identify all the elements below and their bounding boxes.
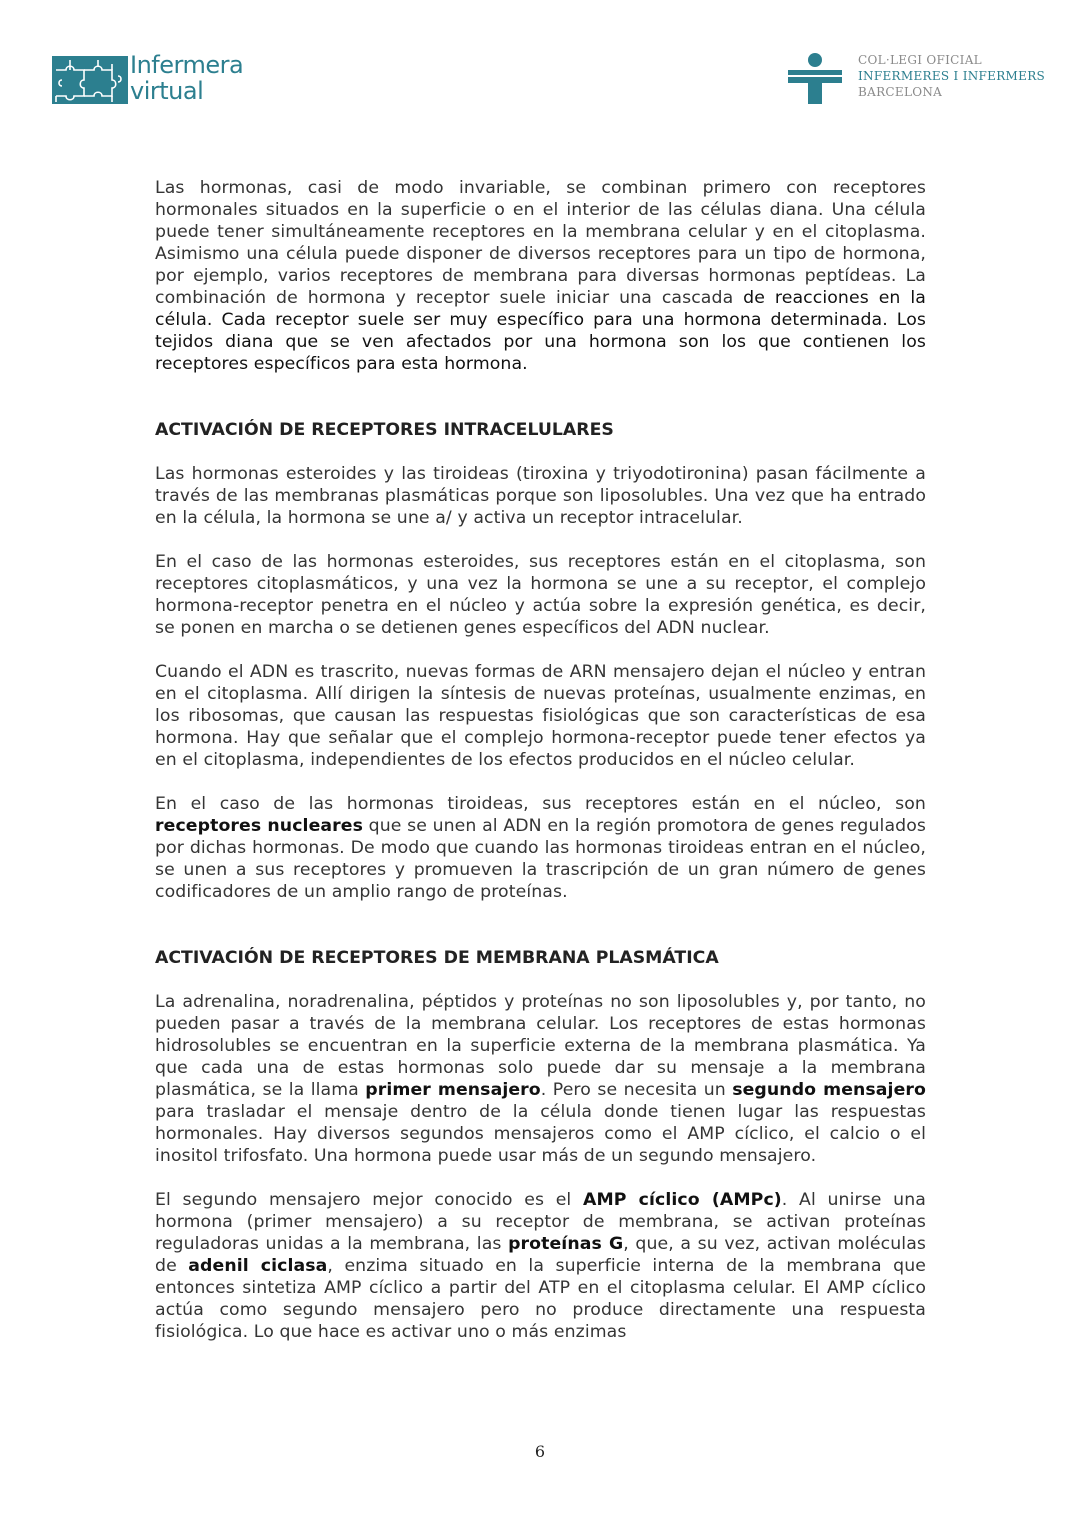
text-run: , enzima situado en la superficie interna de la membrana que entonces sintetiza AMP cíclico a partir del ATP en el citoplasma celular. El AMP cíclico actúa como segundo mensajero pero no produce directamente una respuesta fisiológica. Lo que hace es activar uno o más enzimas — [155, 1256, 926, 1342]
bold-term: proteínas G — [508, 1234, 624, 1254]
coib-line-3: BARCELONA — [858, 85, 943, 99]
bold-term: receptores nucleares — [155, 816, 363, 836]
text-run: En el caso de las hormonas tiroideas, sus receptores están en el núcleo, son — [155, 794, 926, 814]
text-run: El segundo mensajero mejor conocido es el — [155, 1190, 583, 1210]
paragraph: Las hormonas esteroides y las tiroideas (tiroxina y triyodotironina) pasan fácilmente a través de las membranas plasmáticas porque son liposolubles. Una vez que ha entrado en la célula, la hormona se une a/ y activa un receptor intracelular. — [155, 464, 926, 528]
page-number: 6 — [534, 1442, 546, 1461]
intro-paragraph — [155, 177, 926, 375]
logo-line-1: Infermera — [130, 51, 244, 79]
bold-term: AMP cíclico (AMPc) — [582, 1190, 782, 1210]
bold-term: adenil ciclasa — [188, 1256, 328, 1276]
coib-line-1: COL·LEGI OFICIAL — [858, 53, 982, 67]
text-run: que se unen al ADN en la región promotora de genes regulados por dichas hormonas. De modo que cuando las hormonas tiroideas entran en el núcleo, se unen a sus receptores y promueven la trascripción de un gran número de genes codificadores de un amplio rango de proteínas. — [155, 816, 926, 902]
paragraph — [155, 793, 926, 903]
coib-logo — [788, 50, 1048, 106]
puzzle-logo-icon — [52, 56, 128, 104]
text-run: . Pero se necesita un — [540, 1080, 733, 1100]
document-body — [155, 177, 926, 1343]
intro-text-a: Las hormonas, casi de modo invariable, se combinan primero con receptores hormonales situados en la superficie o en el interior de las células diana. Una célula puede tener simultáneamente receptores en la membrana celular y en el citoplasma. Asimismo una célula puede disponer de diversos receptores para un tipo de hormona, por ejemplo, varios receptores de membrana para diversas hormonas peptídeas. La combinación de hormona y receptor suele iniciar una cascada — [155, 178, 926, 308]
logo-wordmark — [130, 52, 243, 104]
section-heading-intracellular: ACTIVACIÓN DE RECEPTORES INTRACELULARES — [155, 420, 614, 440]
section-heading-membrane: ACTIVACIÓN DE RECEPTORES DE MEMBRANA PLASMÁTICA — [155, 948, 719, 968]
infermera-virtual-logo — [52, 52, 242, 108]
paragraph: Cuando el ADN es trascrito, nuevas formas de ARN mensajero dejan el núcleo y entran en el citoplasma. Allí dirigen la síntesis de nuevas proteínas, usualmente enzimas, en los ribosomas, que causan las respuestas fisiológicas que son características de esa hormona. Hay que señalar que el complejo hormona-receptor puede tener efectos ya en el citoplasma, independientes de los efectos producidos en el núcleo celular. — [155, 662, 926, 770]
text-run: para trasladar el mensaje dentro de la célula donde tienen lugar las respuestas hormonales. Hay diversos segundos mensajeros como el AMP cíclico, el calcio o el inositol trifosfato. Una hormona puede usar más de un segundo mensajero. — [155, 1102, 926, 1166]
text-run: La adrenalina, noradrenalina, péptidos y proteínas no son liposolubles y, por tanto, no pueden pasar a través de la membrana celular. Los receptores de estas hormonas hidrosolubles se encuentran en la superficie externa de la membrana plasmática. Ya que cada una de estas hormonas solo puede dar su mensaje a la membrana plasmática, se la llama — [155, 992, 926, 1100]
logo-line-2: virtual — [130, 77, 204, 105]
paragraph — [155, 1189, 926, 1343]
bold-term: segundo mensajero — [732, 1080, 926, 1100]
coib-line-2: INFERMERES I INFERMERS — [858, 69, 1046, 83]
text-run: . Al unirse una hormona (primer mensajero) a su receptor de membrana, se activan proteínas reguladoras unidas a la membrana, las — [155, 1190, 926, 1254]
bold-term: primer mensajero — [365, 1080, 541, 1100]
text-run: , que, a su vez, activan moléculas de — [155, 1234, 926, 1276]
cross-icon — [788, 52, 842, 104]
coib-wordmark — [858, 52, 1045, 100]
paragraph — [155, 991, 926, 1167]
intro-text-b: de reacciones en la célula. Cada receptor suele ser muy específico para una hormona determinada. Los tejidos diana que se ven afectados por una hormona son los que contienen los receptores específicos para esta hormona. — [155, 288, 926, 374]
paragraph: En el caso de las hormonas esteroides, sus receptores están en el citoplasma, son receptores citoplasmáticos, y una vez la hormona se une a su receptor, el complejo hormona-receptor penetra en el núcleo y actúa sobre la expresión genética, es decir, se ponen en marcha o se detienen genes específicos del ADN nuclear. — [155, 552, 926, 638]
